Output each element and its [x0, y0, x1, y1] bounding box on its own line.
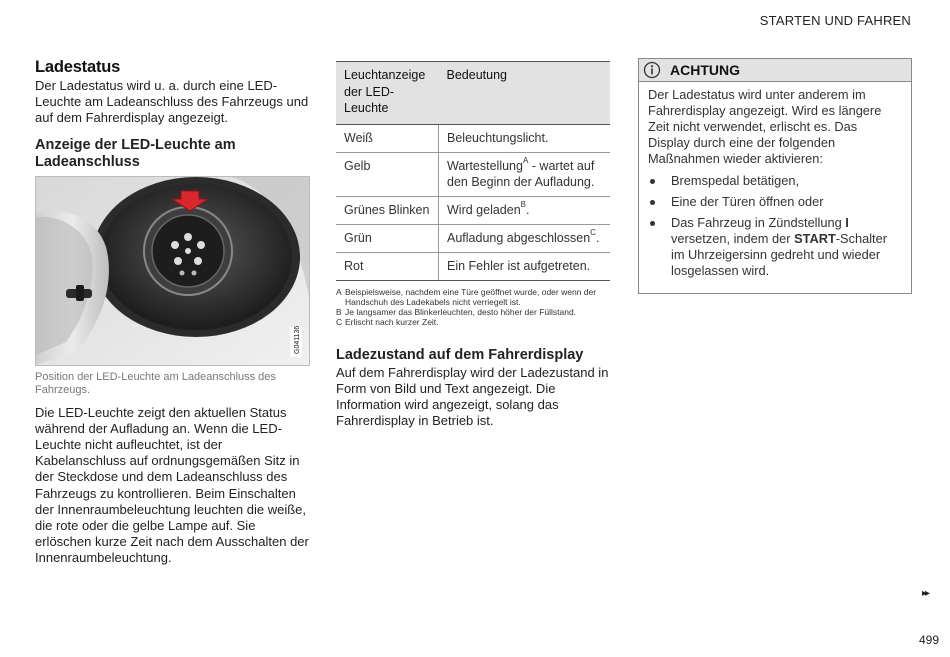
footnote-marker: C	[336, 316, 343, 327]
column-right	[638, 58, 912, 294]
meaning-cell	[439, 252, 611, 280]
bullet-icon	[648, 194, 671, 210]
footnote-ref: C	[590, 228, 596, 238]
socket-pin	[185, 248, 191, 254]
footnote-text: Je langsamer das Blinkerleuchten, desto höher der Füllstand.	[345, 306, 577, 317]
meaning-text: Beleuchtungslicht.	[447, 130, 549, 145]
display-subheading: Ladezustand auf dem Fahrerdisplay	[336, 346, 584, 363]
intro-paragraph: Der Ladestatus wird u. a. durch eine LED-Leuchte am Ladeanschluss des Fahrzeugs und auf dem Fahrerdisplay angezeigt.	[35, 78, 309, 126]
charging-port-photo	[35, 176, 310, 366]
next-page-arrows-icon: ▸▸	[922, 588, 929, 599]
table-row	[336, 224, 610, 252]
column-middle	[336, 58, 610, 429]
column-header: Leuchtanzeige der LED-Leuchte	[336, 62, 439, 125]
footnote	[336, 287, 610, 307]
socket-pin	[171, 241, 179, 249]
flap-hinge-bracket	[76, 285, 84, 301]
table-row	[336, 124, 610, 152]
list-item	[648, 194, 902, 210]
led-indicator-cell: Weiß	[336, 124, 439, 152]
info-icon	[643, 61, 661, 79]
ignition-position: I	[845, 215, 849, 230]
footnote	[336, 307, 610, 317]
page-title: Ladestatus	[35, 58, 121, 76]
list-item-text: Bremspedal betätigen,	[671, 173, 800, 188]
socket-pin	[194, 257, 202, 265]
warning-box	[638, 58, 912, 294]
page-number: 499	[919, 633, 940, 647]
led-indicator-cell: Gelb	[336, 152, 439, 196]
list-item	[648, 173, 902, 189]
socket-pin	[184, 233, 192, 241]
list-item	[648, 215, 902, 279]
table-footnotes	[336, 287, 610, 327]
meaning-text: Wird geladen	[447, 202, 521, 217]
footnote-ref: A	[522, 156, 529, 166]
section-header: STARTEN UND FAHREN	[759, 13, 911, 28]
column-header: Bedeutung	[439, 62, 611, 125]
socket-pin	[180, 270, 185, 275]
warning-title: ACHTUNG	[670, 62, 740, 78]
meaning-cell	[439, 224, 611, 252]
warning-header	[639, 59, 911, 82]
table-row	[336, 196, 610, 224]
meaning-text: Ein Fehler ist aufgetreten.	[447, 258, 591, 273]
table-header-row	[336, 62, 610, 125]
meaning-text: Aufladung abgeschlossen	[447, 230, 591, 245]
led-indicator-cell: Grün	[336, 224, 439, 252]
footnote-marker: B	[336, 306, 342, 317]
meaning-text: .	[526, 202, 530, 217]
socket-pin	[197, 241, 205, 249]
bullet-icon	[648, 215, 671, 279]
led-description: Die LED-Leuchte zeigt den aktuellen Status während der Aufladung an. Wenn die LED-Leuchte nicht aufleuchtet, ist der Kabelanschluss auf ordnungsgemäßen Sitz in der Steckdose und dem Ladeanschluss des Fahrzeugs zu kontrollieren. Beim Einschalten der Innenraumbeleuchtung leuchten die weiße, die rote oder die gelbe Lampe auf. Sie erlöschen kurze Zeit nach dem Ausschalten der Innenraumbeleuchtung.	[35, 404, 309, 566]
table-row	[336, 152, 610, 196]
text-fragment: Das Fahrzeug in Zündstellung	[671, 215, 846, 230]
bullet-icon	[648, 173, 671, 189]
meaning-text: Wartestellung	[447, 158, 523, 173]
meaning-text: - wartet auf den Beginn der Aufladung.	[447, 158, 595, 189]
start-switch-label: START	[794, 231, 836, 246]
display-paragraph: Auf dem Fahrerdisplay wird der Ladezustand in Form von Bild und Text angezeigt. Die Information wird angezeigt, solang das Fahrerdisplay in Betrieb ist.	[336, 364, 609, 429]
meaning-cell	[439, 152, 611, 196]
footnote-marker: A	[336, 286, 342, 297]
warning-intro: Der Ladestatus wird unter anderem im Fahrerdisplay angezeigt. Wird es längere Zeit nicht verwendet, erlischt es. Das Display durch eine der folgenden Maßnahmen wieder aktivieren:	[648, 87, 882, 166]
footnote-ref: B	[520, 200, 526, 210]
meaning-text: .	[595, 230, 600, 245]
meaning-cell	[439, 196, 611, 224]
footnote-text: Beispielsweise, nachdem eine Türe geöffnet wurde, oder wenn der Handschuh des Ladekabels nicht verriegelt ist.	[345, 286, 597, 307]
text-fragment: -Schalter im Uhrzeigersinn gedreht und wieder losgelassen wird.	[671, 231, 887, 278]
text-fragment: versetzen, indem der	[671, 231, 795, 246]
list-item-text: Eine der Türen öffnen oder	[671, 194, 824, 209]
socket-pin	[192, 270, 197, 275]
warning-body	[639, 82, 911, 293]
socket-pin	[174, 257, 182, 265]
figure-id: G041136	[294, 325, 301, 354]
led-indicator-cell: Rot	[336, 252, 439, 280]
table-row	[336, 252, 610, 280]
column-left	[35, 58, 310, 567]
meaning-cell	[439, 124, 611, 152]
figure-caption: Position der LED-Leuchte am Ladeanschluss des Fahrzeugs.	[35, 370, 276, 397]
charging-port-illustration	[36, 177, 309, 365]
warning-list	[648, 173, 902, 279]
footnote	[336, 317, 610, 327]
led-indicator-cell: Grünes Blinken	[336, 196, 439, 224]
led-status-table	[336, 61, 610, 281]
list-item-text	[671, 215, 902, 279]
led-subheading: Anzeige der LED-Leuchte am Ladeanschluss	[35, 136, 236, 170]
footnote-text: Erlischt nach kurzer Zeit.	[345, 316, 439, 327]
